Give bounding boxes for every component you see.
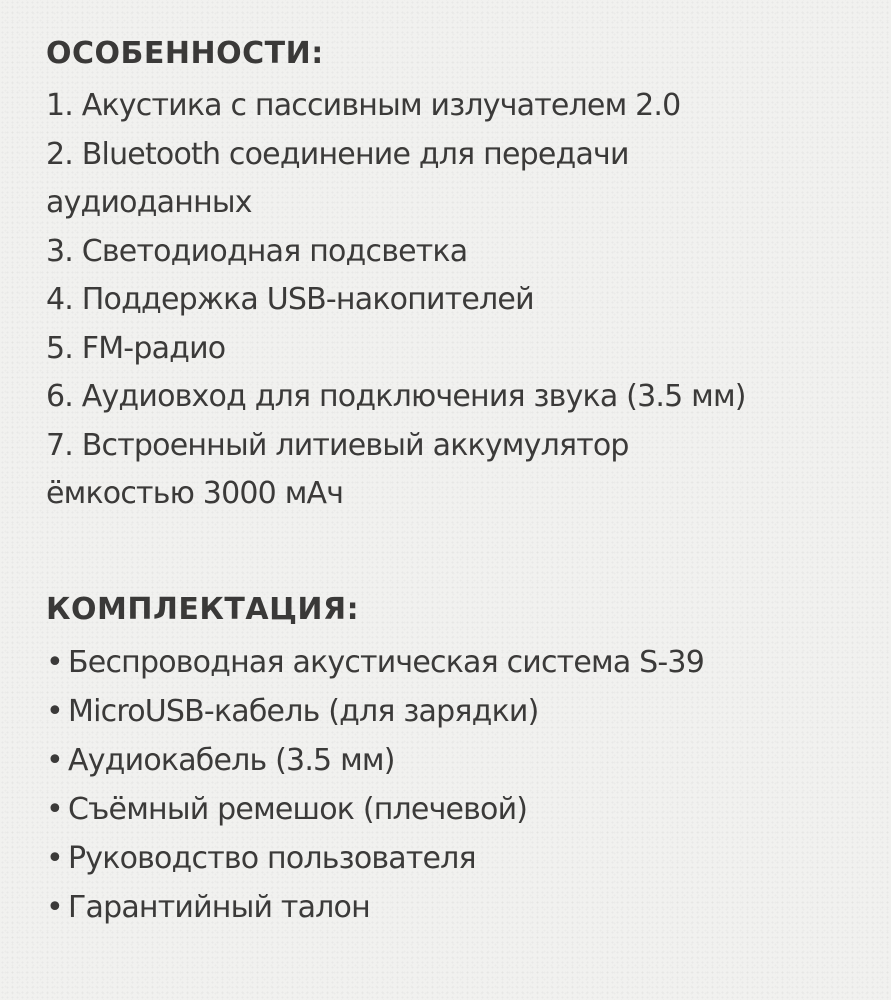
feature-item (46, 373, 886, 422)
package-item (46, 834, 886, 883)
package-item-text: Руководство пользователя (68, 841, 476, 876)
package-item-text: Гарантийный талон (68, 890, 370, 925)
feature-text: 1. Акустика с пассивным излучателем 2.0 (46, 88, 681, 123)
bullet-icon: • (46, 645, 63, 680)
package-item (46, 736, 886, 785)
package-item (46, 687, 886, 736)
package-list (46, 638, 886, 932)
bullet-icon: • (46, 694, 63, 729)
package-item-text: Съёмный ремешок (плечевой) (68, 792, 528, 827)
feature-text: 7. Встроенный литиевый аккумулятор (46, 427, 629, 463)
package-item (46, 638, 886, 687)
package-item (46, 883, 886, 932)
features-section (46, 32, 886, 519)
feature-text-continuation: аудиоданных (46, 185, 252, 220)
package-item-text: Беспроводная акустическая система S-39 (68, 645, 705, 680)
package-heading: КОМПЛЕКТАЦИЯ: (46, 592, 360, 627)
feature-text: 5. FM-радио (46, 330, 226, 366)
feature-text: 3. Светодиодная подсветка (46, 233, 468, 269)
feature-item (46, 228, 886, 277)
bullet-icon: • (46, 841, 63, 876)
package-item-text: MicroUSB-кабель (для зарядки) (68, 694, 539, 729)
package-item (46, 785, 886, 834)
feature-item (46, 325, 886, 374)
feature-item (46, 422, 886, 519)
features-list (46, 82, 886, 519)
feature-text-continuation: ёмкостью 3000 мАч (46, 476, 344, 511)
package-contents-section (46, 588, 886, 932)
features-heading: ОСОБЕННОСТИ: (46, 36, 324, 71)
bullet-icon: • (46, 743, 63, 778)
package-item-text: Аудиокабель (3.5 мм) (68, 743, 395, 778)
feature-text: 2. Bluetooth соединение для передачи (46, 136, 629, 172)
bullet-icon: • (46, 792, 63, 827)
feature-item (46, 131, 886, 228)
feature-item (46, 276, 886, 325)
bullet-icon: • (46, 890, 63, 925)
feature-text: 6. Аудиовход для подключения звука (3.5 мм) (46, 379, 746, 414)
feature-item (46, 82, 886, 131)
feature-text: 4. Поддержка USB-накопителей (46, 282, 534, 317)
